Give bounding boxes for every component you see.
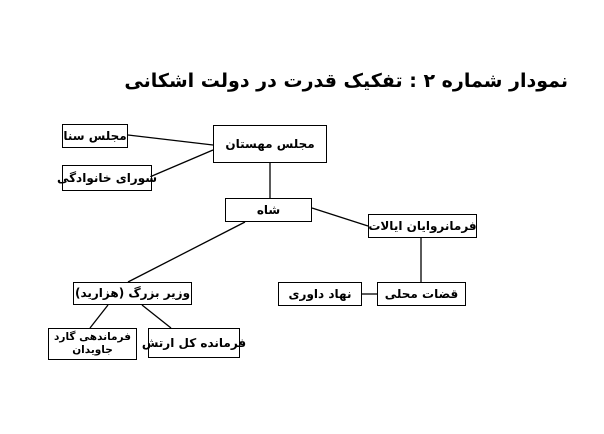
node-vazir-bozorg: وزیر بزرگ (هزارید)	[73, 282, 192, 305]
node-qozat-mahalli: قضات محلی	[377, 282, 466, 306]
link-mehestan-sena	[128, 135, 213, 145]
node-farmandeh-artesh: فرمانده کل ارتش	[148, 328, 240, 358]
node-farmanravayan-ayalat: فرمانروایان ایالات	[368, 214, 477, 238]
link-mehestan-shora	[152, 150, 213, 176]
link-shah-vazir	[128, 222, 245, 282]
link-vazir-gard	[90, 305, 108, 328]
node-shah: شاه	[225, 198, 312, 222]
node-shoraye-khanevadegi: شورای خانوادگی	[62, 165, 152, 191]
node-nahad-davari: نهاد داوری	[278, 282, 362, 306]
link-vazir-artesh	[142, 305, 171, 328]
node-majles-mehestan: مجلس مهستان	[213, 125, 327, 163]
node-majles-sena: مجلس سنا	[62, 124, 128, 148]
diagram-title: نمودار شماره ۲ : تفکیک قدرت در دولت اشکانی	[124, 70, 568, 92]
node-farmandehi-gard: فرماندهی گارد جاویدان	[48, 328, 137, 360]
link-shah-ayalat	[312, 208, 368, 226]
